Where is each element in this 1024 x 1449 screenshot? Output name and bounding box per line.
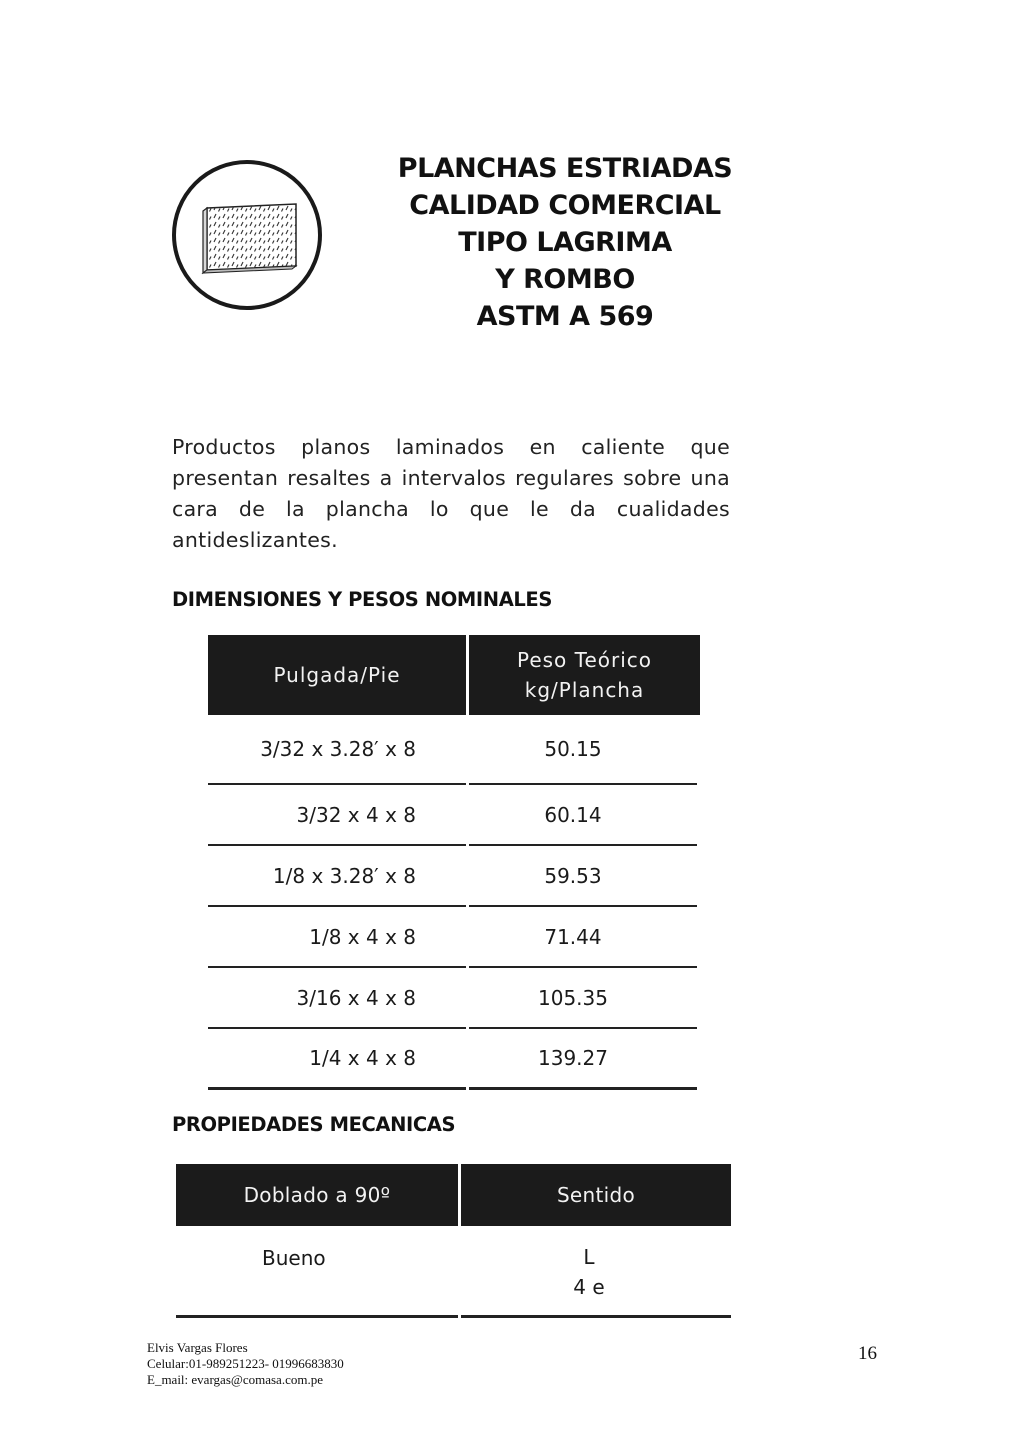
direction-line-2: 4 e [573,1275,605,1299]
weight-cell: 50.15 [469,715,697,785]
column-header-bend: Doblado a 90º [176,1164,458,1226]
dimensions-heading: DIMENSIONES Y PESOS NOMINALES [172,588,552,611]
weight-cell: 105.35 [469,968,697,1029]
title-line-4: Y ROMBO [495,264,635,295]
table-row [208,785,700,846]
checkered-plate-icon [176,164,318,306]
title-line-3: TIPO LAGRIMA [458,227,672,258]
size-cell: 1/8 x 4 x 8 [208,907,466,968]
size-cell: 1/8 x 3.28′ x 8 [208,846,466,907]
title-line-5: ASTM A 569 [476,301,654,332]
table-row [208,968,700,1029]
size-cell: 1/4 x 4 x 8 [208,1029,466,1090]
mechanical-heading: PROPIEDADES MECANICAS [172,1113,456,1136]
size-cell: 3/32 x 4 x 8 [208,785,466,846]
mechanical-table [176,1164,731,1318]
weight-cell: 71.44 [469,907,697,968]
footer-contact [147,1340,344,1388]
title-line-2: CALIDAD COMERCIAL [409,190,721,221]
mechanical-table-header [176,1164,731,1226]
weight-cell: 60.14 [469,785,697,846]
title-line-1: PLANCHAS ESTRIADAS [397,153,733,184]
table-row [208,1029,700,1090]
page-title [380,150,750,335]
footer-name: Elvis Vargas Flores [147,1340,248,1355]
dimensions-table [208,635,700,1090]
table-row [208,846,700,907]
product-logo [172,160,322,310]
table-row [176,1226,731,1318]
intro-paragraph: Productos planos laminados en caliente que presentan resaltes a intervalos regulares sobre una cara de la plancha lo que le da cualidades antideslizantes. [172,435,730,552]
column-header-weight-line1: Peso Teórico [516,648,653,672]
weight-cell: 139.27 [469,1029,697,1090]
size-cell: 3/32 x 3.28′ x 8 [208,715,466,785]
size-cell: 3/16 x 4 x 8 [208,968,466,1029]
table-row [208,907,700,968]
weight-cell: 59.53 [469,846,697,907]
column-header-size: Pulgada/Pie [208,635,466,715]
table-row [208,715,700,785]
column-header-weight [469,635,700,715]
bend-cell: Bueno [176,1226,458,1318]
direction-cell [461,1226,731,1318]
direction-line-1: L [583,1245,595,1269]
page-number: 16 [858,1343,877,1364]
column-header-weight-line2: kg/Plancha [524,678,645,702]
dimensions-table-header [208,635,700,715]
footer-email: E_mail: evargas@comasa.com.pe [147,1372,323,1387]
footer-phone: Celular:01-989251223- 01996683830 [147,1356,344,1371]
column-header-direction: Sentido [461,1164,731,1226]
